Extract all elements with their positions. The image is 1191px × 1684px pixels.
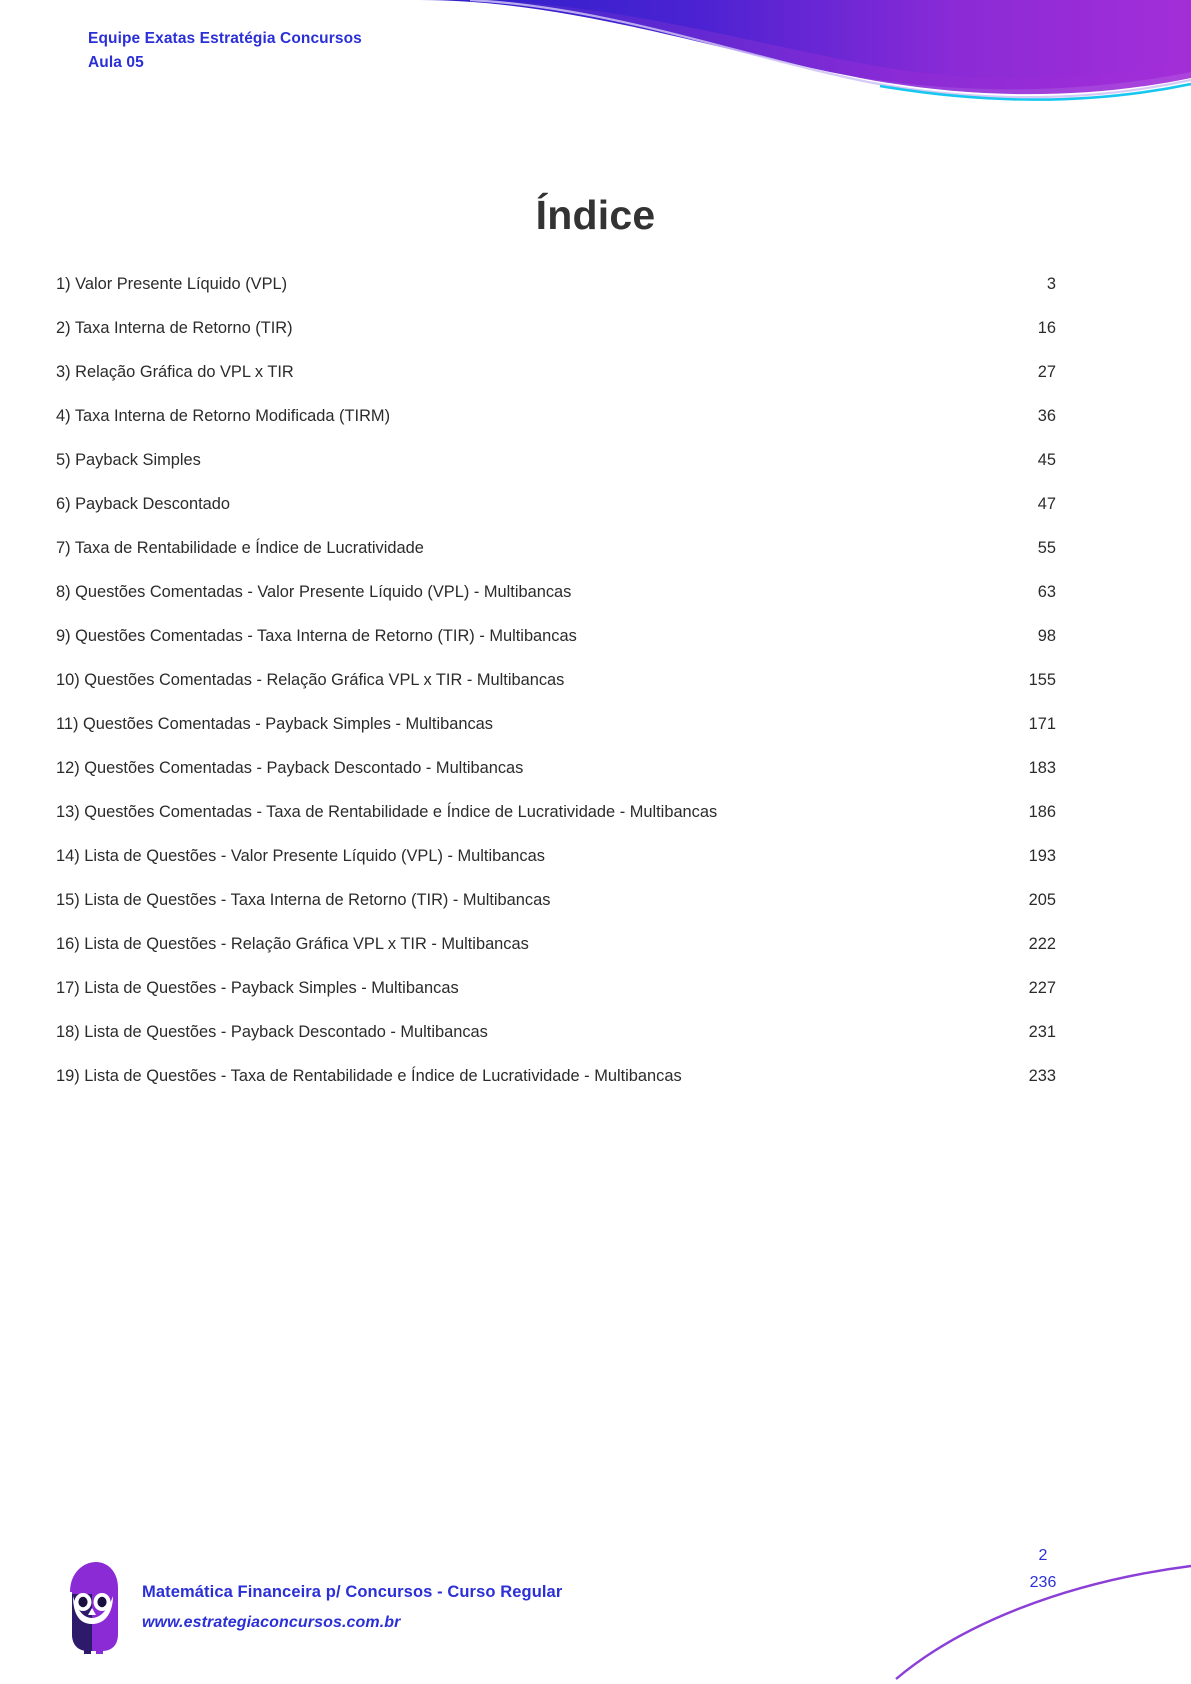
header-title-block (88, 28, 362, 73)
toc-entry-label: 3) Relação Gráfica do VPL x TIR (56, 363, 294, 381)
toc-leader-dots (208, 451, 1014, 465)
toc-leader-dots (724, 803, 1014, 817)
total-page-count: 236 (1029, 1574, 1057, 1591)
toc-leader-dots (237, 495, 1014, 509)
toc-entry[interactable] (56, 966, 1056, 1010)
toc-entry-page-number: 3 (1046, 275, 1056, 293)
toc-entry-page-number: 233 (1028, 1067, 1056, 1085)
toc-entry[interactable] (56, 526, 1056, 570)
toc-leader-dots (495, 1023, 1014, 1037)
toc-leader-dots (294, 275, 1014, 289)
toc-entry[interactable] (56, 658, 1056, 702)
toc-entry-label: 8) Questões Comentadas - Valor Presente Líquido (VPL) - Multibancas (56, 583, 572, 601)
toc-entry-page-number: 186 (1028, 803, 1056, 821)
toc-entry-page-number: 36 (1037, 407, 1056, 425)
toc-entry-page-number: 27 (1037, 363, 1056, 381)
toc-entry-label: 6) Payback Descontado (56, 495, 231, 513)
toc-entry-page-number: 63 (1037, 583, 1056, 601)
toc-entry-label: 18) Lista de Questões - Payback Descontado - Multibancas (56, 1023, 488, 1041)
toc-entry-page-number: 205 (1028, 891, 1056, 909)
toc-entry-label: 17) Lista de Questões - Payback Simples - Multibancas (56, 979, 459, 997)
footer-text-block (142, 1579, 562, 1636)
toc-entry[interactable] (56, 746, 1056, 790)
toc-entry-page-number: 16 (1037, 319, 1056, 337)
toc-entry-page-number: 183 (1028, 759, 1056, 777)
owl-logo-icon (62, 1558, 122, 1654)
toc-entry-page-number: 231 (1028, 1023, 1056, 1041)
toc-leader-dots (584, 627, 1014, 641)
footer-website-link[interactable]: www.estrategiaconcursos.com.br (142, 1614, 401, 1631)
toc-entry[interactable] (56, 790, 1056, 834)
header-lesson-number: Aula 05 (88, 54, 144, 71)
toc-entry-label: 9) Questões Comentadas - Taxa Interna de Retorno (TIR) - Multibancas (56, 627, 577, 645)
toc-entry-page-number: 45 (1037, 451, 1056, 469)
page-header (0, 0, 1191, 110)
toc-entry[interactable] (56, 394, 1056, 438)
toc-leader-dots (300, 319, 1014, 333)
toc-entry-label: 2) Taxa Interna de Retorno (TIR) (56, 319, 293, 337)
toc-entry-label: 16) Lista de Questões - Relação Gráfica VPL x TIR - Multibancas (56, 935, 529, 953)
toc-entry[interactable] (56, 878, 1056, 922)
toc-entry-label: 7) Taxa de Rentabilidade e Índice de Lucratividade (56, 539, 424, 557)
toc-entry-label: 15) Lista de Questões - Taxa Interna de Retorno (TIR) - Multibancas (56, 891, 551, 909)
toc-entry-label: 4) Taxa Interna de Retorno Modificada (TIRM) (56, 407, 391, 425)
toc-entry-page-number: 98 (1037, 627, 1056, 645)
current-page-number: 2 (1038, 1547, 1048, 1564)
toc-entry[interactable] (56, 438, 1056, 482)
toc-entry-label: 19) Lista de Questões - Taxa de Rentabilidade e Índice de Lucratividade - Multibancas (56, 1067, 682, 1085)
toc-entry-label: 5) Payback Simples (56, 451, 201, 469)
table-of-contents (56, 262, 1056, 1098)
toc-entry[interactable] (56, 262, 1056, 306)
page-footer (0, 1474, 1191, 1684)
toc-leader-dots (500, 715, 1014, 729)
toc-entry[interactable] (56, 834, 1056, 878)
toc-entry-page-number: 55 (1037, 539, 1056, 557)
footer-course-name: Matemática Financeira p/ Concursos - Curso Regular (142, 1583, 563, 1601)
toc-leader-dots (431, 539, 1014, 553)
toc-leader-dots (578, 583, 1014, 597)
toc-entry-page-number: 47 (1037, 495, 1056, 513)
toc-leader-dots (552, 847, 1014, 861)
toc-leader-dots (466, 979, 1014, 993)
toc-entry-label: 1) Valor Presente Líquido (VPL) (56, 275, 288, 293)
toc-leader-dots (689, 1067, 1014, 1081)
toc-entry[interactable] (56, 350, 1056, 394)
footer-page-number (1013, 1542, 1073, 1596)
toc-entry-label: 12) Questões Comentadas - Payback Descontado - Multibancas (56, 759, 524, 777)
header-team-name: Equipe Exatas Estratégia Concursos (88, 30, 362, 47)
toc-leader-dots (571, 671, 1014, 685)
toc-entry[interactable] (56, 482, 1056, 526)
toc-entry-page-number: 155 (1028, 671, 1056, 689)
toc-entry-label: 14) Lista de Questões - Valor Presente Líquido (VPL) - Multibancas (56, 847, 545, 865)
toc-entry[interactable] (56, 1010, 1056, 1054)
toc-leader-dots (557, 891, 1014, 905)
toc-entry[interactable] (56, 1054, 1056, 1098)
toc-leader-dots (301, 363, 1014, 377)
toc-entry-page-number: 193 (1028, 847, 1056, 865)
toc-entry[interactable] (56, 922, 1056, 966)
page-title: Índice (535, 192, 656, 238)
toc-entry-page-number: 227 (1028, 979, 1056, 997)
toc-leader-dots (397, 407, 1014, 421)
toc-leader-dots (530, 759, 1014, 773)
toc-entry[interactable] (56, 702, 1056, 746)
toc-entry-label: 10) Questões Comentadas - Relação Gráfica VPL x TIR - Multibancas (56, 671, 565, 689)
toc-entry-page-number: 171 (1028, 715, 1056, 733)
toc-entry[interactable] (56, 614, 1056, 658)
toc-entry[interactable] (56, 306, 1056, 350)
toc-entry[interactable] (56, 570, 1056, 614)
toc-entry-label: 11) Questões Comentadas - Payback Simples - Multibancas (56, 715, 493, 733)
toc-entry-label: 13) Questões Comentadas - Taxa de Rentabilidade e Índice de Lucratividade - Multibancas (56, 803, 718, 821)
toc-leader-dots (536, 935, 1014, 949)
toc-entry-page-number: 222 (1028, 935, 1056, 953)
